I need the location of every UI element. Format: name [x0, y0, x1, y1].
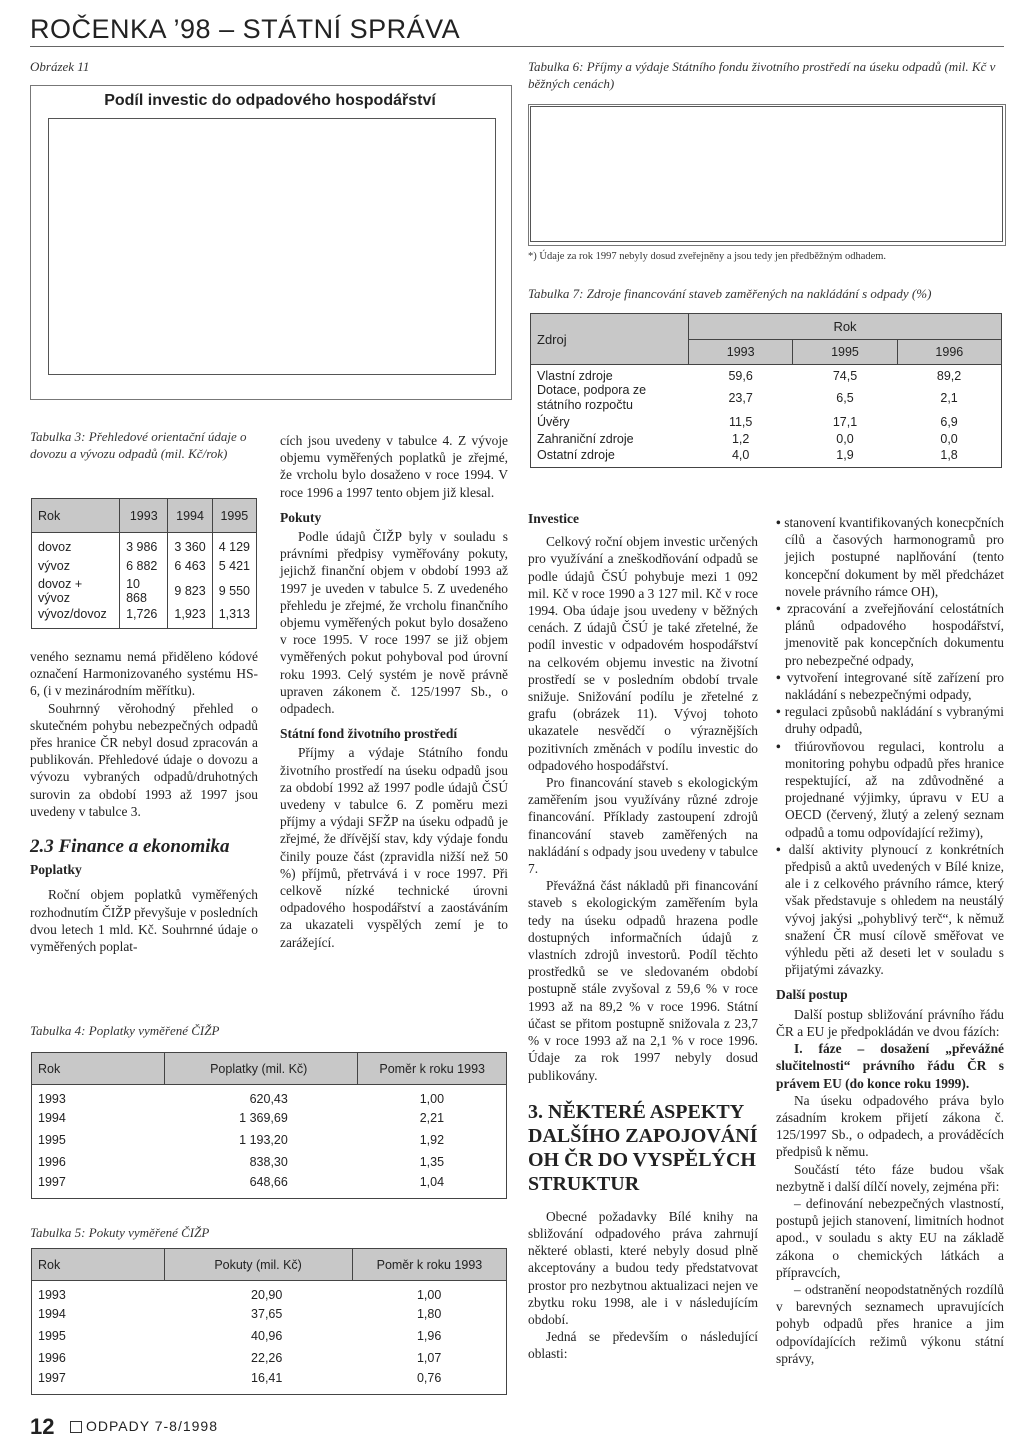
table4-cell: 1997: [38, 1175, 66, 1190]
column4-text: [776, 514, 1004, 1367]
table7-cell: 6,5: [836, 391, 854, 405]
table5-cell: 1995: [38, 1328, 66, 1343]
subheading: Investice: [528, 511, 579, 526]
table7-row-label: Dotace, podpora ze státního rozpočtu: [537, 383, 647, 412]
table5-cell: 1993: [38, 1287, 66, 1302]
table4-cell: 1994: [38, 1110, 66, 1125]
paragraph: Převážná část nákladů při financování staveb s ekologickým zaměřením byla tedy na úseku odpadů hrazena podle dostupných informačních údajů z vlastních zdrojů investorů. Podíl těchto prostředků se ve sledovaném období postupně stále zvyšoval z 59,6 % v roce 1993 až na 89,2 % v roce 1996. Státní účast se přitom postupně snižovala z 23,7 % v roce 1993 až na 2,1 % v roce 1996. Údaje za rok 1997 nebyly dosud publikovány.: [528, 878, 758, 1083]
table7-head-source: Zdroj: [531, 314, 689, 365]
table5-cell: 22,26: [251, 1350, 283, 1365]
table4-cell: 1,04: [419, 1175, 445, 1190]
table4-cell: 838,30: [249, 1154, 288, 1169]
table4-cell: 1,35: [419, 1154, 445, 1169]
table3-cell: 9 550: [212, 577, 256, 605]
list-item: • regulaci způsobů nakládání s vybranými druhy odpadů,: [776, 703, 1004, 737]
subheading: Poplatky: [30, 862, 82, 878]
paragraph: Jedná se především o následující oblasti:: [528, 1329, 758, 1362]
table3-cell: 3 360: [168, 533, 212, 555]
table7-cell: 1,8: [940, 447, 958, 462]
table7-caption: Tabulka 7: Zdroje financování staveb zaměřených na nakládání s odpady (%): [528, 286, 932, 301]
table3-cell: 10 868: [120, 577, 168, 605]
paragraph: cích jsou uvedeny v tabulce 4. Z vývoje objemu vyměřených poplatků je zřejmé, že vrcholu bylo dosaženo v roce 1994. V roce 1996 a 1997 tento objem již klesal.: [280, 433, 508, 500]
chart-plot-area-blank: [48, 118, 496, 375]
table7-head-year: Rok: [689, 314, 1002, 340]
table5-cell: 1996: [38, 1350, 66, 1365]
table7-year: 1993: [689, 340, 793, 365]
table3-caption: Tabulka 3: Přehledové orientační údaje o dovozu a vývozu odpadů (mil. Kč/rok): [30, 429, 247, 461]
paragraph: Obecné požadavky Bílé knihy na sbližování odpadového práva zahrnují některé oblasti, které nebyly dosud plně akceptovány a budou tedy předstatvovat prostor pro nezbytnou aktualizaci nejen ve zbytku roku 1998, ale i v následujícím období.: [528, 1208, 758, 1327]
page-number: 12: [30, 1414, 55, 1439]
column2-text: [280, 432, 508, 951]
table6-caption: Tabulka 6: Příjmy a výdaje Státního fondu životního prostředí na úseku odpadů (mil. Kč v běžných cenách): [528, 59, 996, 91]
table4-cell: 620,43: [249, 1091, 288, 1106]
table7-cell: 11,5: [728, 414, 753, 429]
paragraph: Souhrnný věrohodný přehled o skutečném pohybu nebezpečných odpadů přes hranice ČR nebyl dosud zpracován a publikován. Přehledové údaje o dovozu a vývozu vybraných odpadů/druhotných surovin za období 1993 až 1997 jsou uvedeny v tabulce 3.: [30, 700, 258, 819]
table7-cell: 59,6: [728, 369, 753, 383]
table4-head: Poplatky (mil. Kč): [165, 1053, 358, 1085]
table7-row-label: Vlastní zdroje: [537, 369, 613, 383]
table7-cell: 2,1: [940, 391, 958, 405]
table4-cell: 2,21: [419, 1110, 445, 1125]
section-heading: 3. NĚKTERÉ ASPEKTY DALŠÍHO ZAPOJOVÁNÍ OH ČR DO VYSPĚLÝCH STRUKTUR: [528, 1100, 758, 1195]
table7-cell: 4,0: [731, 447, 750, 462]
table5-head: Pokuty (mil. Kč): [165, 1249, 353, 1281]
table5-cell: 1997: [38, 1371, 66, 1386]
table3-cell: 4 129: [212, 533, 256, 555]
table7-cell: 1,9: [836, 447, 854, 462]
table7-cell: 0,0: [940, 431, 958, 446]
paragraph: – odstranění neopodstatněných rozdílů v barevných seznamech upravujících pohyb odpadů přes hranice a jim odpovídajících režimů výkonu státní správy,: [776, 1281, 1004, 1366]
table5-head: Rok: [32, 1249, 165, 1281]
table3-cell: 3 986: [120, 533, 168, 555]
table3: [31, 498, 257, 629]
table4-cell: 1995: [38, 1132, 66, 1147]
table4-cell: 1 369,69: [239, 1110, 288, 1125]
table7-cell: 0,0: [836, 431, 854, 446]
table5: [31, 1248, 507, 1395]
table4-cell: 1,00: [419, 1091, 445, 1106]
table3-head: Rok: [32, 499, 120, 533]
paragraph: – definování nebezpečných vlastností, postupů jejich stanovení, limitních hodnot apod., v souladu s akty EU na základě zákona o chemických látkách a přípravcích,: [776, 1195, 1004, 1280]
table3-head: 1994: [168, 499, 212, 533]
table7-cell: 23,7: [728, 391, 753, 405]
table3-cell: vývoz: [32, 555, 120, 577]
table5-cell: 16,41: [251, 1371, 283, 1386]
table4-head: Rok: [32, 1053, 165, 1085]
table6-footnote: *) Údaje za rok 1997 nebyly dosud zveřejněny a jsou tedy jen předběžným odhadem.: [528, 251, 887, 262]
table4-cell: 1 193,20: [239, 1132, 288, 1147]
table5-cell: 0,76: [416, 1371, 442, 1386]
paragraph: Pro financování staveb s ekologickým zaměřením jsou využívány různé zdroje financování. Příklady zastoupení zdrojů financování staveb zaměřených na nakládání s odpady jsou uvedeny v tabulce 7.: [528, 775, 758, 877]
paragraph: Podle údajů ČIŽP byly v souladu s právními předpisy vyměřovány pokuty, jejichž finanční objem v období 1993 až 1997 je uveden v tabulce 5. Z uvedeného přehledu je zřejmé, že vrcholu finančního objemu vyměřených pokut bylo dosaženo v roce 1995. V roce 1997 se již objem vyměřených pokut pohyboval pod úrovní roku 1993. Celý systém je nově právně upraven zákonem č. 125/1997 Sb., o odpadech.: [280, 529, 508, 717]
table5-cell: 1994: [38, 1306, 66, 1321]
paragraph: Příjmy a výdaje Státního fondu životního prostředí na úseku odpadů jsou za období 1992 až 1997 podle údajů ČSÚ uvedeny v tabulce 6. Z poměru mezi příjmy a výdaji SFŽP na úseku odpadů je zřejmé, že dřívější stav, kdy výdaje fondu činily pouze část (zpravidla nižší než 50 %) příjmů, přetrvává i v roce 1997. Při celkově nízké technické úrovni odpadového hospodářství a zaostáváním za ukazateli vyspělých zemí je to zarážející.: [280, 745, 508, 950]
paragraph: Na úseku odpadového práva bylo zásadním krokem přijetí zákona č. 125/1997 Sb., o odpadech, a prováděcích předpisů k němu.: [776, 1092, 1004, 1160]
table7-year: 1996: [897, 340, 1001, 365]
paragraph: Celkový roční objem investic určených pro využívání a zneškodňování odpadů se podle údajů ČSÚ pohybuje mezi 1 092 mil. Kč v roce 1990 a 3 127 mil. Kč v roce 1994. Oba údaje jsou uvedeny v běžných cenách. Z údajů ČSÚ je také zřetelné, že podíl investic v odpadovém hospodářství na celkovém objemu investic na životní prostředí se v posledním období trvale snižuje. Snižování podílu je zřetelné z grafu (obrázek 11). Vývoj tohoto ukazatele nesvědčí o výraznějších pozitivních změnách v podílu investic do odpadového hospodářství.: [528, 534, 758, 773]
list-item: • stanovení kvantifikovaných konecpčních cílů a časových harmonogramů pro jejich postupné naplňování (tento koncepční dokument by měl předcházet novele právního rámce OH),: [776, 514, 1004, 600]
table3-cell: dovoz + vývoz: [32, 577, 120, 605]
table7-year: 1995: [793, 340, 897, 365]
column1-text: [30, 648, 258, 955]
list-item: • vytvoření integrované sítě zařízení pro nakládání s nebezpečnými odpady,: [776, 669, 1004, 703]
table7-row-label: Úvěry: [537, 414, 570, 429]
table7-cell: 74,5: [832, 369, 858, 383]
paragraph: veného seznamu nemá přiděleno kódové označení Harmonizovaného systému HS-6, (i v mezinárodním měřítku).: [30, 649, 258, 699]
table3-cell: vývoz/dovoz: [32, 605, 120, 629]
bullet-list: [776, 514, 1004, 978]
table3-cell: 6 463: [168, 555, 212, 577]
table3-head: 1995: [212, 499, 256, 533]
table5-cell: 1,00: [416, 1287, 442, 1302]
table4-caption: Tabulka 4: Poplatky vyměřené ČIŽP: [30, 1023, 220, 1038]
list-item: • třiúrovňovou regulaci, kontrolu a monitoring pohybu odpadů přes hranice respektující, až na zdůvodněné a projednané výjimky, úpravu v EU a OECD (červený, žlutý a zelený seznam odpadů a tomu odpovídající režimy),: [776, 738, 1004, 841]
list-item: • další aktivity plynoucí z konkrétních předpisů a aktů uvedených v Bílé knize, ale i z celkového právního rámce, který však představuje s ohledem na neustálý vývoj jakýsi „pohyblivý terč“, k němuž snažení ČR musí cílově směřovat ve výhledu pěti až deseti let v souladu s přijatými závazky.: [776, 841, 1004, 979]
table7-cell: 89,2: [936, 369, 962, 383]
table3-head: 1993: [120, 499, 168, 533]
column3-text: [528, 506, 758, 1363]
table7: [530, 313, 1002, 468]
table7-cell: 1,2: [731, 431, 750, 446]
phase-heading: I. fáze – dosažení „převážné slučitelnosti“ právního řádu ČR s právem EU (do konce roku 1999).: [776, 1041, 1004, 1091]
table3-cell: 9 823: [168, 577, 212, 605]
table4-cell: 1,92: [419, 1132, 445, 1147]
table3-cell: 5 421: [212, 555, 256, 577]
journal-name: ODPADY 7-8/1998: [86, 1418, 218, 1434]
table3-cell: 1,923: [168, 605, 212, 629]
table5-caption: Tabulka 5: Pokuty vyměřené ČIŽP: [30, 1225, 210, 1240]
table7-row-label: Ostatní zdroje: [537, 447, 615, 462]
figure-caption: Obrázek 11: [30, 59, 90, 74]
table5-cell: 20,90: [251, 1287, 283, 1302]
subheading: Pokuty: [280, 509, 322, 525]
chart-title: Podíl investic do odpadového hospodářství: [104, 92, 436, 109]
table5-cell: 40,96: [251, 1328, 283, 1343]
square-icon: [70, 1421, 82, 1433]
paragraph: Součástí této fáze budou však nezbytně i další dílčí novely, zejména při:: [776, 1161, 1004, 1194]
section-heading: 2.3 Finance a ekonomika: [30, 836, 230, 858]
running-header: ROČENKA ’98 – STÁTNÍ SPRÁVA: [30, 14, 461, 44]
table4-cell: 1996: [38, 1154, 66, 1169]
table5-head: Poměr k roku 1993: [352, 1249, 506, 1281]
table3-cell: 1,726: [120, 605, 168, 629]
table3-cell: 6 882: [120, 555, 168, 577]
table4-head: Poměr k roku 1993: [358, 1053, 507, 1085]
table5-cell: 1,96: [416, 1328, 442, 1343]
subheading: Další postup: [776, 987, 848, 1003]
table5-cell: 1,07: [416, 1350, 442, 1365]
table5-cell: 1,80: [416, 1306, 442, 1321]
table4-cell: 648,66: [249, 1175, 288, 1190]
subheading: Státní fond životního prostředí: [280, 726, 458, 742]
table6-blank-area: [530, 106, 1003, 242]
table3-cell: dovoz: [32, 533, 120, 555]
table7-cell: 6,9: [940, 414, 958, 429]
header-rule: [30, 46, 1004, 47]
list-item: • zpracování a zveřejňování celostátních plánů odpadového hospodářství, jmenovitě pak koncepčních dokumentu pro nebezpečné odpady,: [776, 600, 1004, 669]
table5-cell: 37,65: [251, 1306, 283, 1321]
table3-cell: 1,313: [212, 605, 256, 629]
paragraph: Roční objem poplatků vyměřených rozhodnutím ČIŽP převyšuje v posledních dvou letech 1 mld. Kč. Souhrnné údaje o vyměřených poplat-: [30, 887, 258, 955]
paragraph: Další postup sbližování právního řádu ČR a EU je předpokládán ve dvou fázích:: [776, 1006, 1004, 1039]
table4-cell: 1993: [38, 1091, 66, 1106]
table7-cell: 17,1: [832, 414, 858, 429]
table4: [31, 1052, 507, 1199]
table7-row-label: Zahraniční zdroje: [537, 431, 634, 446]
